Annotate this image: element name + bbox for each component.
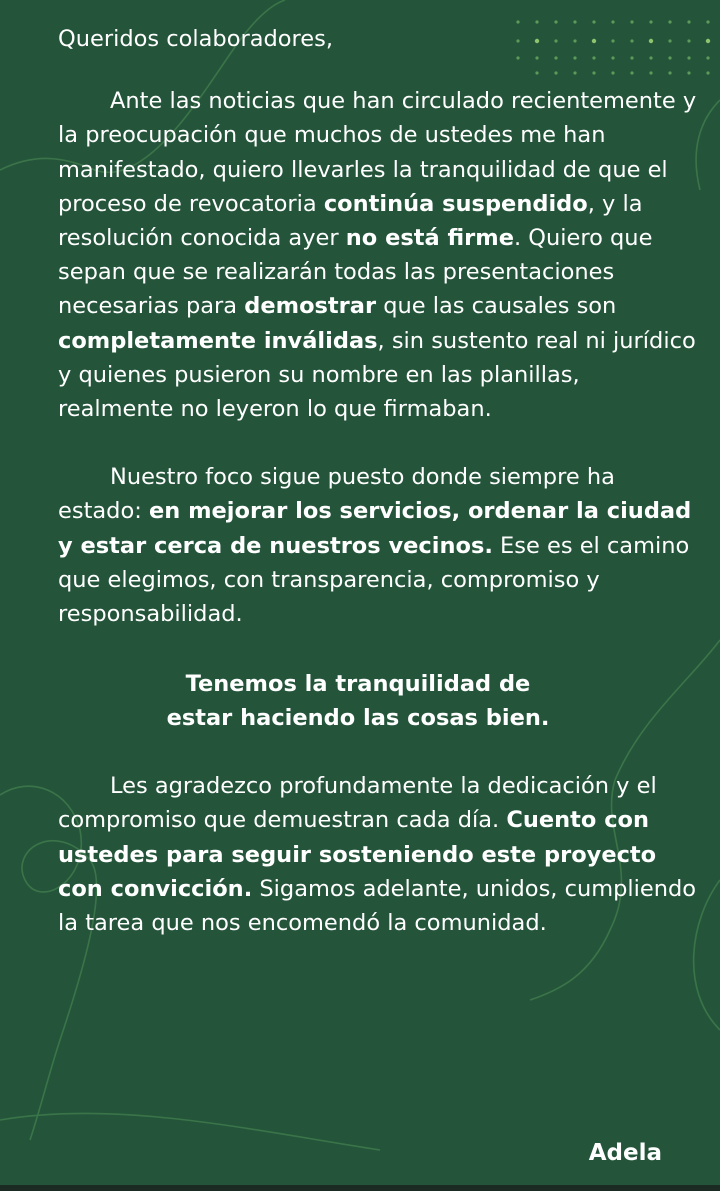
paragraph-foco (58, 460, 698, 631)
text-span: Les agradezco profundamente la dedicación y el compromiso que demuestran cada día. (58, 773, 657, 834)
letter-body (58, 22, 698, 940)
signature: Adela (588, 1140, 662, 1166)
emphasis-invalidas: completamente inválidas (58, 327, 378, 354)
decorative-curve-bottom (0, 1113, 380, 1150)
quote-line-2: estar haciendo las cosas bien. (166, 705, 550, 732)
text-span: . Quiero que sepan que se realizarán todas las presentaciones necesarias para (58, 225, 653, 320)
emphasis-cuento-con-ustedes: Cuento con ustedes para seguir sosteniendo este proyecto con convicción. (58, 807, 657, 902)
text-span: Ese es el camino que elegimos, con transparencia, compromiso y responsabilidad. (58, 532, 690, 628)
text-span: Sigamos adelante, unidos, cumpliendo la tarea que nos encomendó la comunidad. (58, 875, 697, 937)
text-span: Nuestro foco sigue puesto donde siempre ha estado: (58, 464, 615, 525)
text-span: , y la resolución conocida ayer (58, 190, 643, 252)
emphasis-servicios: en mejorar los servicios, ordenar la ciudad y estar cerca de nuestros vecinos. (58, 498, 692, 559)
greeting: Queridos colaboradores, (58, 26, 334, 52)
emphasis-no-firme: no está firme (345, 225, 514, 252)
emphasis-suspendido: continúa suspendido (323, 190, 588, 217)
text-span: Ante las noticias que han circulado recientemente y la preocupación que muchos de ustedes me han manifestado, quiero llevarles la tranquilidad de que el proceso de revocatoria (58, 88, 697, 217)
bottom-bar (0, 1185, 720, 1191)
quote-line-1: Tenemos la tranquilidad de (185, 671, 531, 698)
paragraph-revocatoria (58, 84, 698, 426)
text-span: , sin sustento real ni jurídico y quienes pusieron su nombre en las planillas, realmente no leyeron lo que firmaban. (58, 327, 696, 423)
emphasis-demostrar: demostrar (244, 293, 377, 320)
paragraph-agradecimiento (58, 769, 698, 940)
highlight-quote (58, 667, 658, 735)
decorative-curve-top-right (696, 100, 720, 190)
text-span: que las causales son (376, 293, 617, 320)
